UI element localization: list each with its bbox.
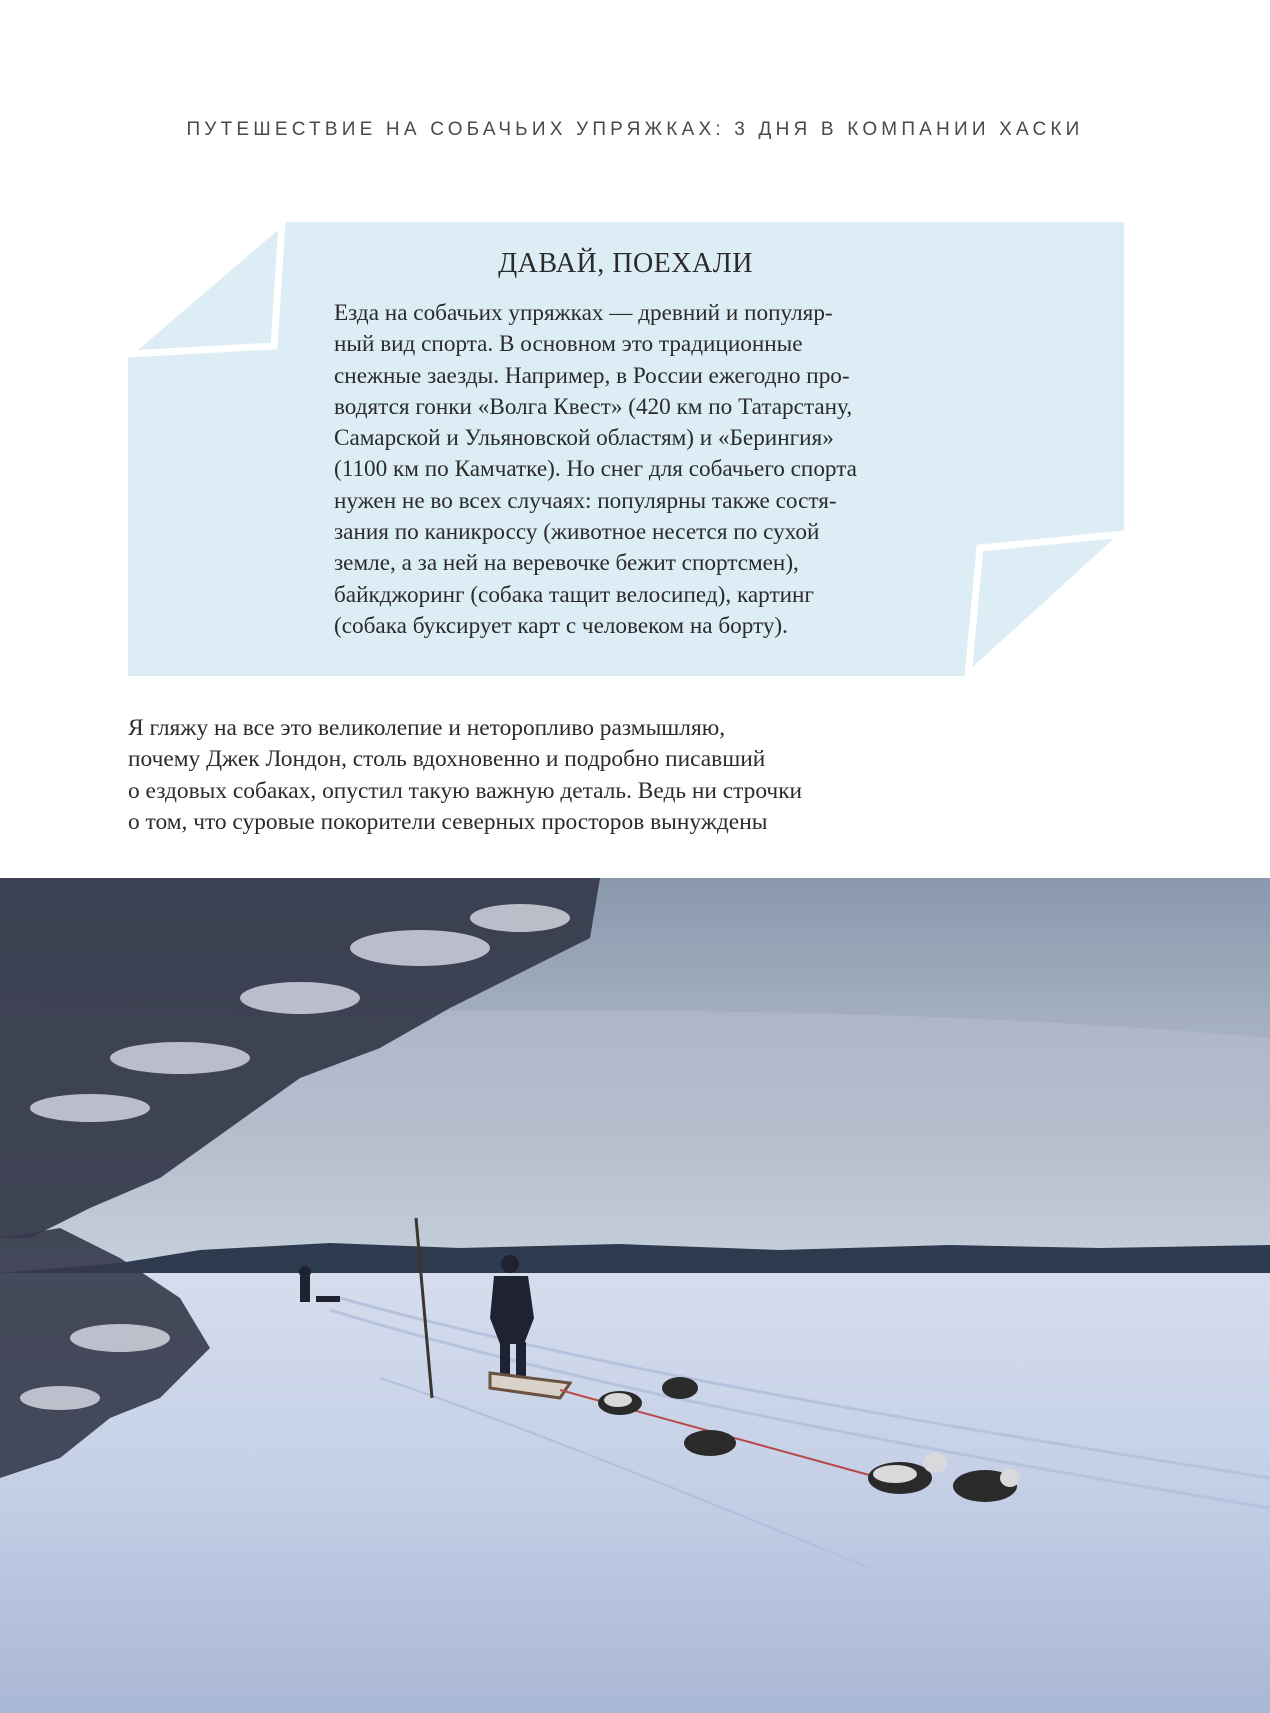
dog-sled-photo — [0, 878, 1270, 1713]
body-paragraph: Я гляжу на все это великолепие и неторопливо размышляю, почему Джек Лондон, столь вдохновенно и подробно писавший о ездовых собаках, опустил такую важную деталь. Ведь ни строчки о том, что суровые покорители северных просторов вынуждены — [128, 715, 803, 836]
callout-body: Езда на собачьих упряжках — древний и популяр- ный вид спорта. В основном это традиционные снежные заезды. Например, в России ежегодно про- водятся гонки «Волга Квест» (420 км по Татарстану, Самарской и Ульяновской областям) и «Берингия» (1100 км по Камчатке). Но снег для собачьего спорта нужен не во всех случаях: популярны также состя- зания по каникроссу (животное несется по сухой земле, а за ней на веревочке бежит спортсмен), байкджоринг (собака тащит велосипед), картинг (собака буксирует карт с человеком на борту). — [334, 300, 857, 639]
callout-title: ДАВАЙ, ПОЕХАЛИ — [498, 248, 753, 279]
running-title: ПУТЕШЕСТВИЕ НА СОБАЧЬИХ УПРЯЖКАХ: 3 ДНЯ В КОМПАНИИ ХАСКИ — [186, 119, 1084, 140]
